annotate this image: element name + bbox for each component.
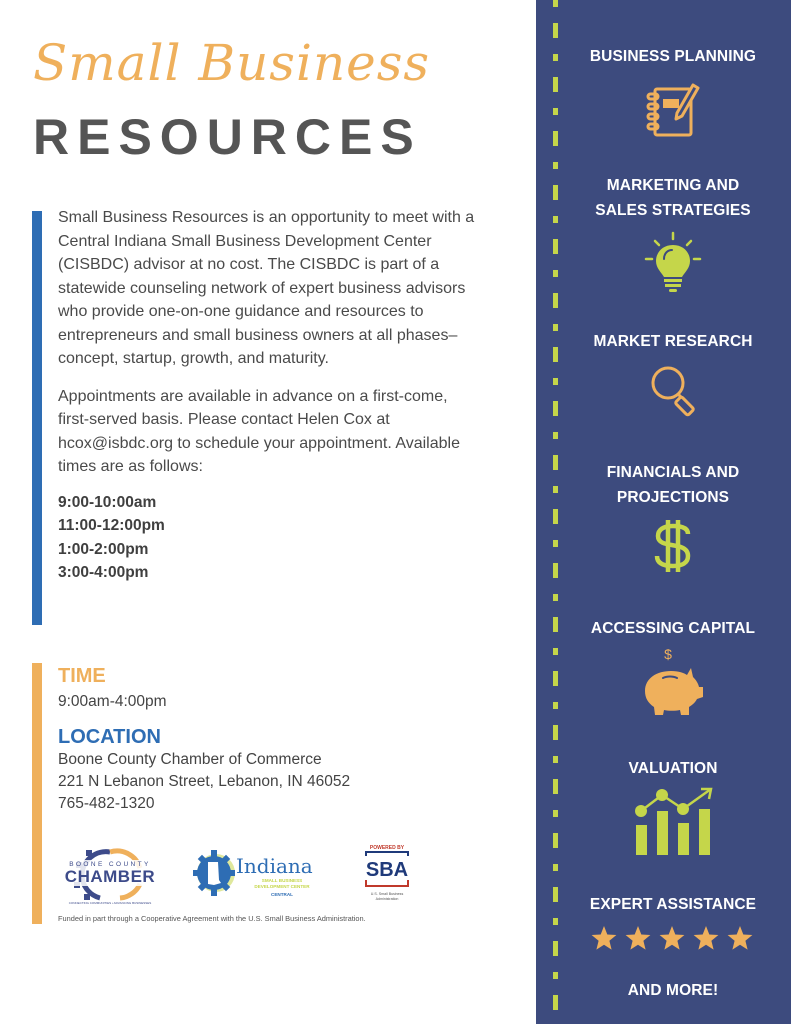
time-heading: TIME <box>58 665 106 687</box>
time-slot: 11:00-12:00pm <box>58 517 165 534</box>
location-phone: 765-482-1320 <box>58 795 155 812</box>
time-slot: 3:00-4:00pm <box>58 564 149 581</box>
service-financials <box>572 460 774 576</box>
location-address: 221 N Lebanon Street, Lebanon, IN 46052 <box>58 773 351 790</box>
service-accessing-capital <box>572 616 774 721</box>
intro-paragraph-1: Small Business Resources is an opportunity to meet with a Central Indiana Small Business Development Center (CISBDC) advisor at no cost. The CISBDC is part of a statewide counseling network of expert business advisors who provide one-on-one guidance and resources to entrepreneurs and small business owners at all phases–concept, startup, growth, and maturity. <box>58 209 475 367</box>
accent-bar-orange <box>32 663 42 924</box>
svg-text:CHAMBER: CHAMBER <box>64 867 156 886</box>
time-slot: 1:00-2:00pm <box>58 540 149 558</box>
svg-text:POWERED BY: POWERED BY <box>369 845 405 851</box>
services-panel <box>536 0 791 1024</box>
time-value: 9:00am-4:00pm <box>58 693 167 710</box>
dashed-divider <box>553 0 558 1024</box>
svg-text:BOONE COUNTY: BOONE COUNTY <box>69 861 151 868</box>
svg-text:Indiana: Indiana <box>236 854 313 878</box>
svg-text:CONNECTING COMMUNITIES • ADVAN: CONNECTING COMMUNITIES • ADVANCING BUSINESSES <box>68 901 152 905</box>
indiana-sbdc-logo <box>192 846 328 902</box>
location-name: Boone County Chamber of Commerce <box>58 751 322 768</box>
notebook-pencil-icon <box>643 79 703 141</box>
lightbulb-icon <box>643 231 703 295</box>
svg-text:DEVELOPMENT CENTER: DEVELOPMENT CENTER <box>254 884 310 889</box>
service-label: ACCESSING CAPITAL <box>590 620 756 637</box>
service-and-more <box>572 978 774 1003</box>
five-stars-icon <box>591 923 755 953</box>
title-script: Small Business <box>33 34 431 92</box>
dollar-sign-icon <box>648 516 698 576</box>
svg-text:Administration: Administration <box>375 897 399 901</box>
service-label: VALUATION <box>628 760 718 777</box>
piggy-bank-icon <box>633 643 713 721</box>
bar-chart-trend-icon <box>631 785 715 857</box>
svg-text:CENTRAL: CENTRAL <box>271 892 293 897</box>
intro-section <box>58 206 478 585</box>
service-label: MARKETING AND SALES STRATEGIES <box>595 177 751 219</box>
service-market-research <box>572 329 774 418</box>
service-marketing-sales <box>572 173 774 295</box>
service-label: BUSINESS PLANNING <box>589 48 757 65</box>
location-heading: LOCATION <box>58 726 161 748</box>
service-label: FINANCIALS AND PROJECTIONS <box>606 464 740 506</box>
svg-text:U.S. Small Business: U.S. Small Business <box>370 892 404 896</box>
boone-county-chamber-logo <box>60 846 160 906</box>
service-label: MARKET RESEARCH <box>593 333 753 350</box>
sba-logo <box>357 842 417 908</box>
sponsor-logos <box>60 842 440 908</box>
service-label: EXPERT ASSISTANCE <box>589 896 757 913</box>
service-business-planning <box>572 44 774 141</box>
svg-text:$: $ <box>664 646 672 662</box>
accent-bar-blue <box>32 211 42 625</box>
magnifying-glass-icon <box>643 360 703 418</box>
time-slot: 9:00-10:00am <box>58 493 157 511</box>
svg-text:SMALL BUSINESS: SMALL BUSINESS <box>261 878 303 883</box>
title-caps: RESOURCES <box>33 109 422 165</box>
svg-text:SBA: SBA <box>365 859 409 881</box>
service-valuation <box>572 756 774 857</box>
intro-paragraph-2: Appointments are available in advance on a first-come, first-served basis. Please contact Helen Cox at hcox@isbdc.org to schedule your appointment. Available times are as follows: <box>58 387 460 475</box>
event-info <box>58 664 498 815</box>
service-expert-assistance <box>572 892 774 953</box>
appointment-times <box>58 491 478 585</box>
service-label: AND MORE! <box>627 982 719 999</box>
funding-disclaimer: Funded in part through a Cooperative Agreement with the U.S. Small Business Administration. <box>58 914 366 923</box>
